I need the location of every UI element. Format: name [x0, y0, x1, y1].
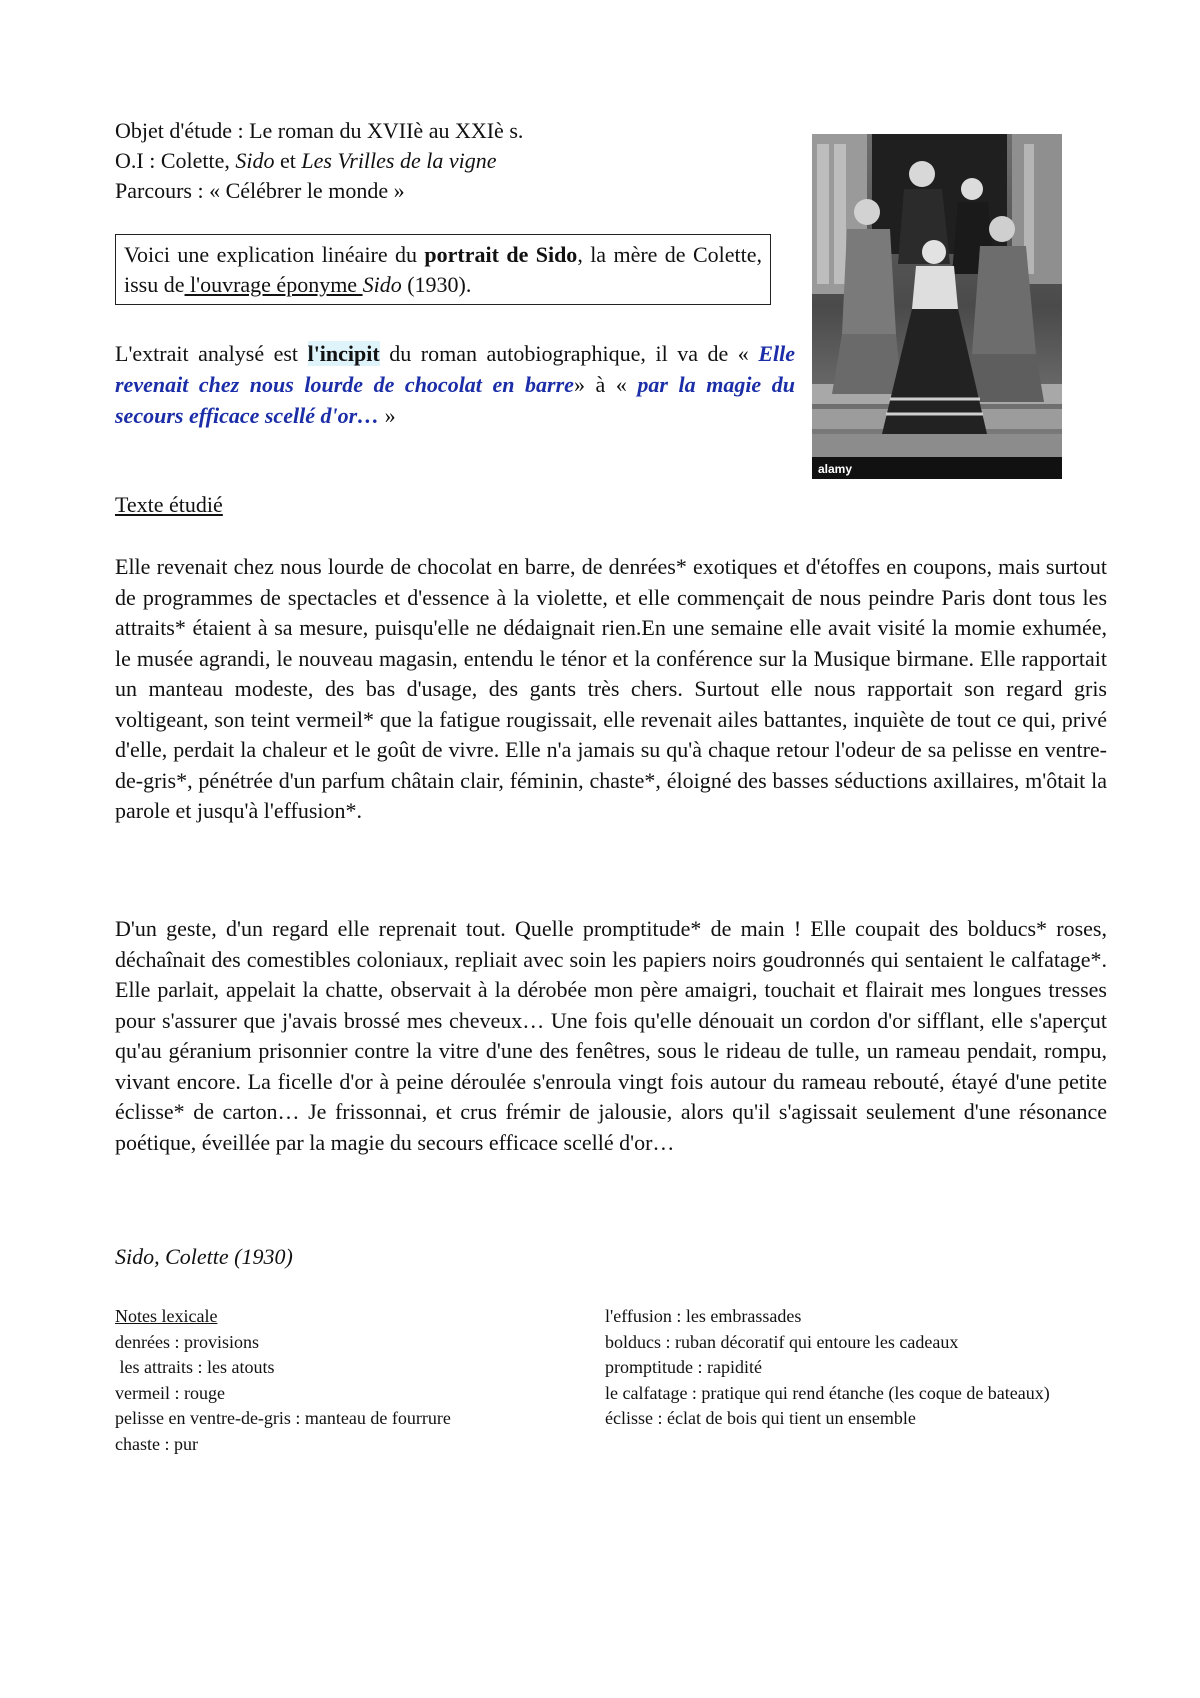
extract-intro: L'extrait analysé est l'incipit du roman autobiographique, il va de « Elle revenait chez nous lourde de chocolat en barre» à « par la magie du secours efficace scellé d'or… » — [115, 341, 795, 428]
work-title-sido: Sido — [235, 148, 275, 173]
photo-caption-bar — [812, 457, 1062, 479]
quote-end: par la magie du secours efficace scellé d'or… — [115, 372, 795, 428]
intro-box: Voici une explication linéaire du portrait de Sido, la mère de Colette, issu de l'ouvrage éponyme Sido (1930). — [115, 234, 771, 305]
notes-left-column — [115, 1304, 585, 1457]
note-item: promptitude : rapidité — [605, 1357, 762, 1377]
notes-title: Notes lexicale — [115, 1306, 218, 1326]
work-line: O.I : Colette, Sido et Les Vrilles de la vigne — [115, 148, 497, 173]
intro-bold: portrait de Sido — [424, 242, 578, 267]
photo-illustration — [812, 134, 1062, 479]
alamy-logo: alamy — [818, 462, 853, 476]
work-title-vrilles: Les Vrilles de la vigne — [301, 148, 497, 173]
incipit-highlight: l'incipit — [307, 341, 380, 366]
note-item: vermeil : rouge — [115, 1382, 225, 1403]
section-title: Texte étudié — [115, 492, 223, 517]
parcours-line: Parcours : « Célébrer le monde » — [115, 178, 405, 203]
note-item: denrées : provisions — [115, 1331, 259, 1352]
note-item: l'effusion : les embrassades — [605, 1306, 802, 1326]
text-paragraph-1: Elle revenait chez nous lourde de chocolat en barre, de denrées* exotiques et d'étoffes en coupons, mais surtout de programmes de spectacles et d'essence à la violette, et elle commençait de nous peindre Paris dont tous les attraits* étaient à sa mesure, puisqu'elle ne dédaignait rien.En une semaine elle avait visité la momie exhumée, le musée agrandi, le nouveau magasin, entendu le ténor et la conférence sur la Musique birmane. Elle rapportait un manteau modeste, des bas d'usage, des gants très chers. Surtout elle nous rapportait son regard gris voltigeant, son teint vermeil* que la fatigue rougissait, elle revenait ailes battantes, inquiète de tout ce qui, privé d'elle, perdait la chaleur et le goût de vivre. Elle n'a jamais su qu'à chaque retour l'odeur de sa pelisse en ventre-de-gris*, pénétrée d'un parfum châtain clair, féminin, chaste*, éloigné des basses séductions axillaires, m'ôtait la parole et jusqu'à l'effusion*. — [115, 554, 1107, 823]
note-item: éclisse : éclat de bois qui tient un ensemble — [605, 1408, 916, 1428]
source-citation: Sido, Colette (1930) — [115, 1244, 293, 1269]
quote-start: Elle revenait chez nous lourde de chocolat en barre — [115, 341, 795, 397]
intro-underlined: l'ouvrage éponyme — [184, 272, 363, 297]
text-paragraph-2: D'un geste, d'un regard elle reprenait tout. Quelle promptitude* de main ! Elle coupait des bolducs* roses, déchaînait des comestibles coloniaux, repliait avec soin les papiers noirs goudronnés qui sentaient le calfatage*. Elle parlait, appelait la chatte, observait à la dérobée mon père amaigri, touchait et flairait mes longues tresses pour s'assurer que j'avais brossé mes cheveux… Une fois qu'elle dénouait un cordon d'or sifflant, elle s'aperçut qu'au géranium prisonnier contre la vitre d'une des fenêtres, sous le rideau de tulle, un rameau pendait, rompu, vivant encore. La ficelle d'or à peine déroulée s'enroula vingt fois autour du rameau rebouté, étayé d'une petite éclisse* de carton… Je frissonnai, et crus frémir de jalousie, alors qu'il s'agissait seulement d'une résonance poétique, éveillée par la magie du secours efficace scellé d'or… — [115, 916, 1107, 1155]
note-item: pelisse en ventre-de-gris : manteau de fourrure — [115, 1408, 451, 1428]
intro-work: Sido — [362, 272, 402, 297]
note-item: le calfatage : pratique qui rend étanche (les coque de bateaux) — [605, 1382, 1050, 1403]
study-object: Objet d'étude : Le roman du XVIIè au XXIè s. — [115, 118, 524, 143]
note-item: les attraits : les atouts — [115, 1357, 275, 1377]
note-item: chaste : pur — [115, 1433, 198, 1454]
note-item: bolducs : ruban décoratif qui entoure les cadeaux — [605, 1331, 959, 1352]
notes-right-column — [605, 1304, 1095, 1432]
header — [115, 116, 775, 206]
family-photo — [812, 134, 1062, 479]
